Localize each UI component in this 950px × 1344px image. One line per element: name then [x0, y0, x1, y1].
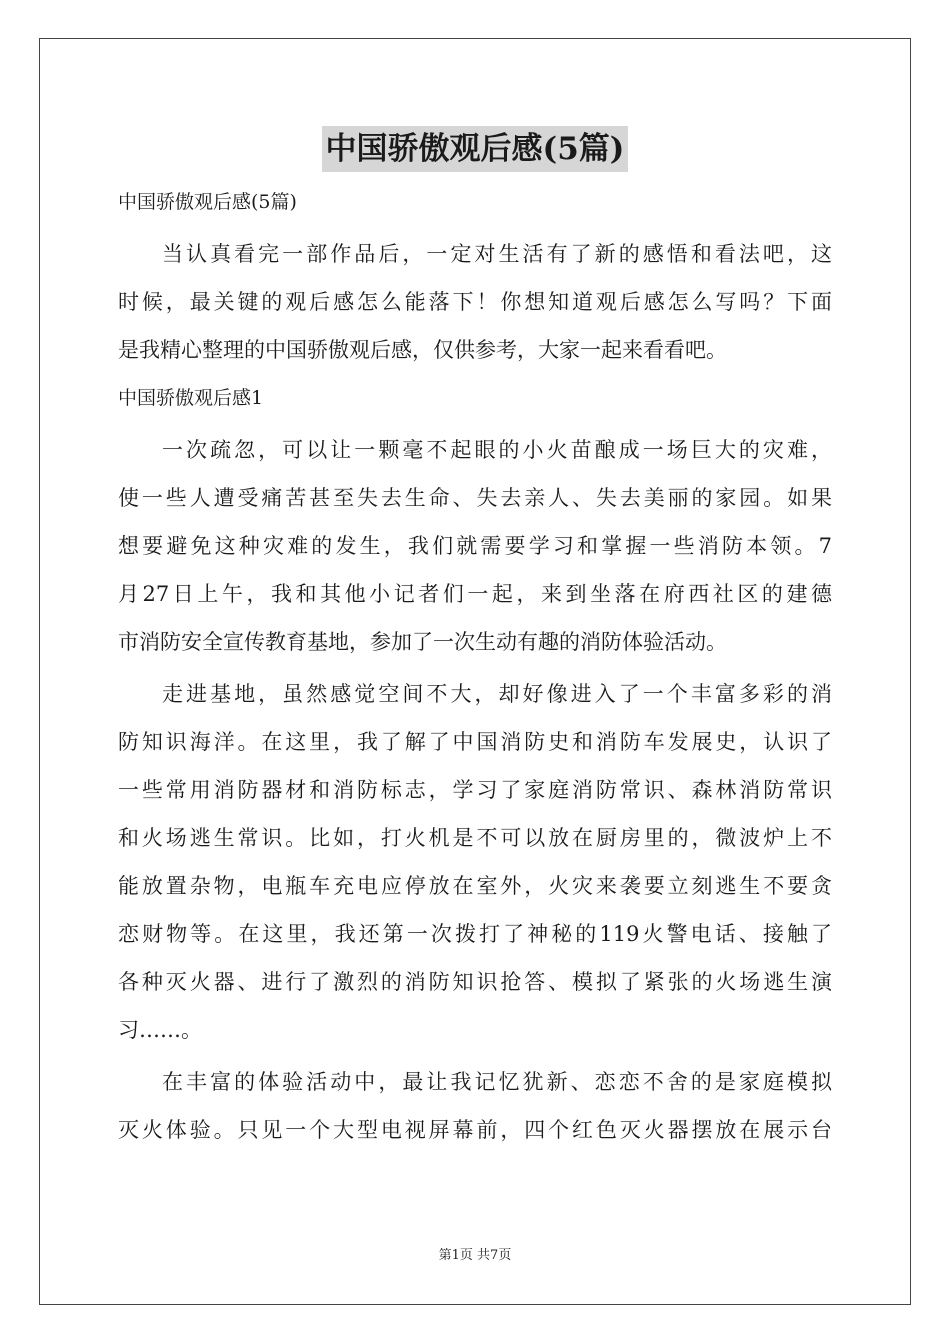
paragraph-line: 灭火体验。只见一个大型电视屏幕前，四个红色灭火器摆放在展示台 [118, 1118, 832, 1142]
paragraph-line: 防知识海洋。在这里，我了解了中国消防史和消防车发展史，认识了 [118, 730, 832, 754]
intro-line: 时候，最关键的观后感怎么能落下！你想知道观后感怎么写吗？下面 [118, 290, 832, 314]
subtitle: 中国骄傲观后感(5篇) [118, 191, 297, 213]
document-body [118, 178, 832, 1154]
title-container [0, 126, 950, 172]
paragraph-line: 想要避免这种灾难的发生，我们就需要学习和掌握一些消防本领。7 [118, 534, 832, 558]
intro-line: 是我精心整理的中国骄傲观后感，仅供参考，大家一起来看看吧。 [118, 338, 727, 362]
paragraph-line: 恋财物等。在这里，我还第一次拨打了神秘的119火警电话、接触了 [118, 922, 832, 946]
paragraph-line: 走进基地，虽然感觉空间不大，却好像进入了一个丰富多彩的消 [162, 682, 832, 706]
paragraph-line: 习……。 [118, 1018, 202, 1042]
paragraph-line: 使一些人遭受痛苦甚至失去生命、失去亲人、失去美丽的家园。如果 [118, 486, 832, 510]
paragraph-line: 市消防安全宣传教育基地，参加了一次生动有趣的消防体验活动。 [118, 630, 727, 654]
paragraph-line: 能放置杂物，电瓶车充电应停放在室外，火灾来袭要立刻逃生不要贪 [118, 874, 832, 898]
paragraph-line: 月27日上午，我和其他小记者们一起，来到坐落在府西社区的建德 [118, 582, 832, 606]
paragraph-line: 在丰富的体验活动中，最让我记忆犹新、恋恋不舍的是家庭模拟 [162, 1070, 832, 1094]
paragraph-line: 各种灭火器、进行了激烈的消防知识抢答、模拟了紧张的火场逃生演 [118, 970, 832, 994]
document-title: 中国骄傲观后感(5篇) [322, 126, 629, 172]
paragraph-line: 一次疏忽，可以让一颗毫不起眼的小火苗酿成一场巨大的灾难， [162, 438, 832, 462]
paragraph-line: 一些常用消防器材和消防标志，学习了家庭消防常识、森林消防常识 [118, 778, 832, 802]
paragraph-line: 和火场逃生常识。比如，打火机是不可以放在厨房里的，微波炉上不 [118, 826, 832, 850]
intro-line: 当认真看完一部作品后，一定对生活有了新的感悟和看法吧，这 [162, 242, 832, 266]
page-footer: 第1页 共7页 [438, 1248, 512, 1263]
section-heading: 中国骄傲观后感1 [118, 387, 264, 409]
